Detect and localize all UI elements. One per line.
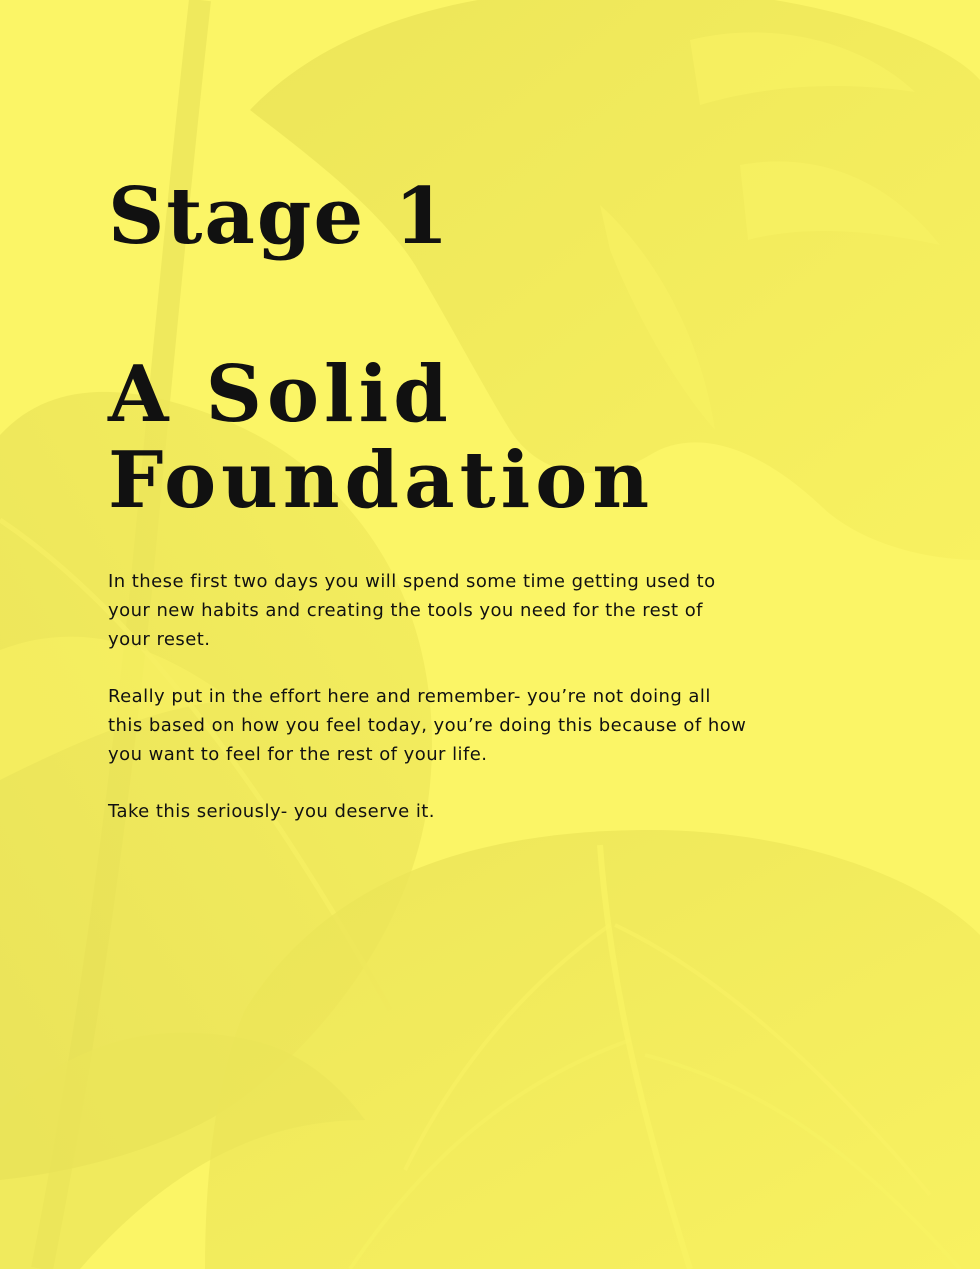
stage-title: Stage 1 bbox=[108, 171, 451, 262]
title-line-2: Foundation bbox=[108, 435, 655, 526]
paragraph-2: Really put in the effort here and remember- you’re not doing all this based on how you feel today, you’re doing this because of how you want to feel for the rest of your life. bbox=[108, 686, 747, 765]
page-title bbox=[108, 349, 828, 526]
paragraph-1: In these first two days you will spend some time getting used to your new habits and creating the tools you need for the rest of your reset. bbox=[108, 571, 716, 650]
paragraph-3: Take this seriously- you deserve it. bbox=[108, 801, 435, 823]
title-line-1: A Solid bbox=[108, 349, 453, 440]
body-copy bbox=[108, 568, 748, 856]
